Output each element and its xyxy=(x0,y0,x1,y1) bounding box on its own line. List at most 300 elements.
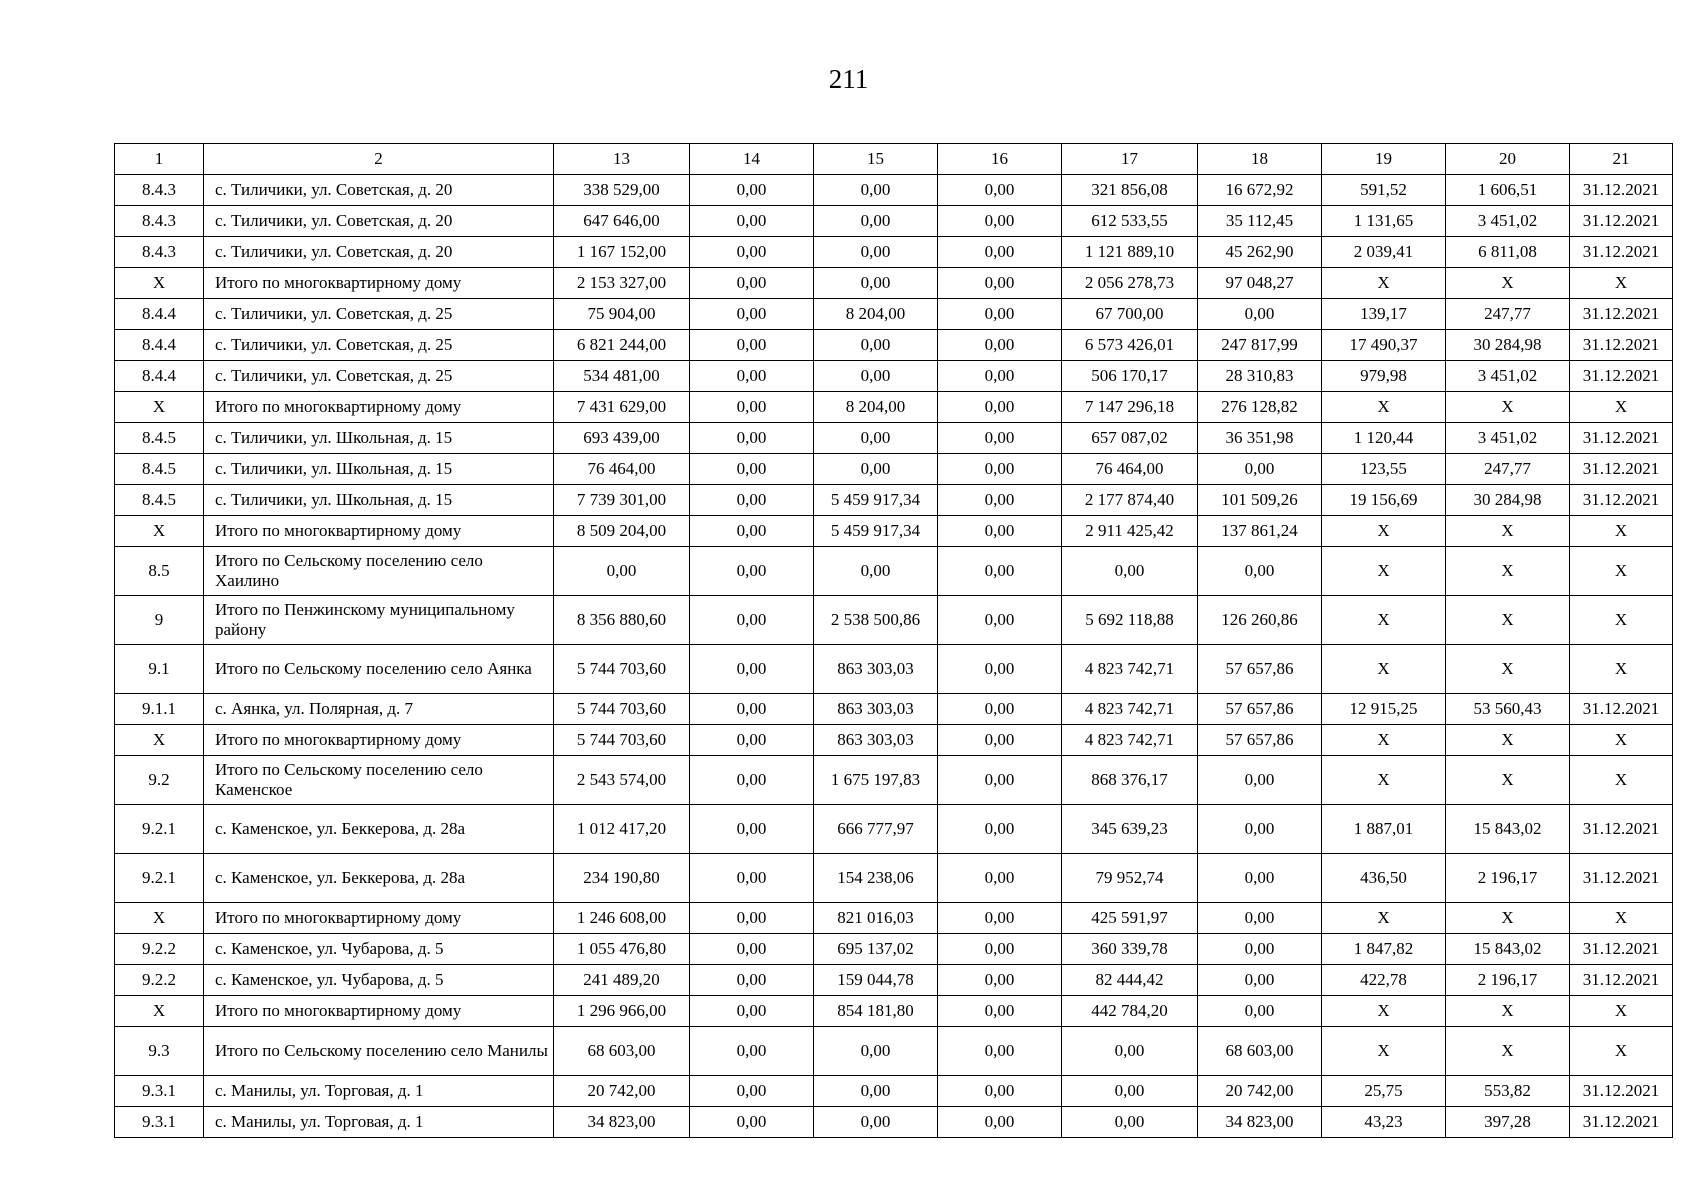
cell-col-14: 0,00 xyxy=(690,454,814,485)
cell-col-21: X xyxy=(1570,516,1673,547)
table-row xyxy=(115,903,1673,934)
cell-col-18: 16 672,92 xyxy=(1198,175,1322,206)
cell-col-14: 0,00 xyxy=(690,299,814,330)
data-table xyxy=(114,143,1673,1138)
cell-col-18: 36 351,98 xyxy=(1198,423,1322,454)
cell-col-21: 31.12.2021 xyxy=(1570,206,1673,237)
cell-col-address: Итого по многоквартирному дому xyxy=(204,903,554,934)
cell-col-19: X xyxy=(1322,1027,1446,1076)
table-row xyxy=(115,1027,1673,1076)
cell-col-18: 0,00 xyxy=(1198,547,1322,596)
cell-col-16: 0,00 xyxy=(938,423,1062,454)
cell-col-18: 34 823,00 xyxy=(1198,1107,1322,1138)
header-cell-col-14: 14 xyxy=(690,144,814,175)
cell-col-20: 397,28 xyxy=(1446,1107,1570,1138)
cell-col-20: X xyxy=(1446,547,1570,596)
cell-col-16: 0,00 xyxy=(938,596,1062,645)
cell-col-17: 0,00 xyxy=(1062,547,1198,596)
cell-col-20: 30 284,98 xyxy=(1446,330,1570,361)
cell-col-13: 20 742,00 xyxy=(554,1076,690,1107)
header-cell-col-21: 21 xyxy=(1570,144,1673,175)
cell-col-address: с. Тиличики, ул. Советская, д. 25 xyxy=(204,330,554,361)
cell-col-14: 0,00 xyxy=(690,516,814,547)
cell-col-19: 43,23 xyxy=(1322,1107,1446,1138)
cell-col-number: X xyxy=(115,516,204,547)
cell-col-18: 276 128,82 xyxy=(1198,392,1322,423)
cell-col-19: 591,52 xyxy=(1322,175,1446,206)
cell-col-18: 126 260,86 xyxy=(1198,596,1322,645)
cell-col-14: 0,00 xyxy=(690,392,814,423)
cell-col-17: 4 823 742,71 xyxy=(1062,694,1198,725)
cell-col-17: 82 444,42 xyxy=(1062,965,1198,996)
cell-col-address: Итого по многоквартирному дому xyxy=(204,725,554,756)
table-row xyxy=(115,206,1673,237)
cell-col-13: 75 904,00 xyxy=(554,299,690,330)
cell-col-21: X xyxy=(1570,547,1673,596)
cell-col-20: 247,77 xyxy=(1446,454,1570,485)
cell-col-address: с. Манилы, ул. Торговая, д. 1 xyxy=(204,1107,554,1138)
table-row xyxy=(115,596,1673,645)
cell-col-address: Итого по Сельскому поселению село Аянка xyxy=(204,645,554,694)
cell-col-16: 0,00 xyxy=(938,299,1062,330)
cell-col-13: 534 481,00 xyxy=(554,361,690,392)
cell-col-20: 3 451,02 xyxy=(1446,206,1570,237)
table-row xyxy=(115,965,1673,996)
cell-col-15: 0,00 xyxy=(814,454,938,485)
cell-col-number: 9.2.1 xyxy=(115,805,204,854)
cell-col-20: 3 451,02 xyxy=(1446,423,1570,454)
cell-col-16: 0,00 xyxy=(938,805,1062,854)
cell-col-address: Итого по многоквартирному дому xyxy=(204,268,554,299)
cell-col-address: с. Каменское, ул. Чубарова, д. 5 xyxy=(204,965,554,996)
cell-col-address: с. Тиличики, ул. Советская, д. 25 xyxy=(204,361,554,392)
cell-col-address: Итого по Пенжинскому муниципальному району xyxy=(204,596,554,645)
cell-col-17: 4 823 742,71 xyxy=(1062,725,1198,756)
cell-col-20: X xyxy=(1446,268,1570,299)
cell-col-16: 0,00 xyxy=(938,996,1062,1027)
cell-col-13: 693 439,00 xyxy=(554,423,690,454)
cell-col-14: 0,00 xyxy=(690,756,814,805)
table-row xyxy=(115,694,1673,725)
cell-col-13: 241 489,20 xyxy=(554,965,690,996)
cell-col-17: 0,00 xyxy=(1062,1107,1198,1138)
cell-col-address: с. Каменское, ул. Беккерова, д. 28а xyxy=(204,854,554,903)
table-row xyxy=(115,645,1673,694)
cell-col-16: 0,00 xyxy=(938,903,1062,934)
cell-col-16: 0,00 xyxy=(938,934,1062,965)
cell-col-number: X xyxy=(115,268,204,299)
table-row xyxy=(115,547,1673,596)
table-row xyxy=(115,805,1673,854)
cell-col-15: 0,00 xyxy=(814,1076,938,1107)
cell-col-16: 0,00 xyxy=(938,694,1062,725)
cell-col-18: 0,00 xyxy=(1198,299,1322,330)
cell-col-20: X xyxy=(1446,392,1570,423)
cell-col-18: 137 861,24 xyxy=(1198,516,1322,547)
table-row xyxy=(115,725,1673,756)
cell-col-15: 854 181,80 xyxy=(814,996,938,1027)
cell-col-20: 247,77 xyxy=(1446,299,1570,330)
cell-col-number: X xyxy=(115,996,204,1027)
cell-col-17: 0,00 xyxy=(1062,1076,1198,1107)
table-row xyxy=(115,299,1673,330)
cell-col-19: 1 120,44 xyxy=(1322,423,1446,454)
cell-col-number: 8.4.5 xyxy=(115,485,204,516)
header-cell-col-17: 17 xyxy=(1062,144,1198,175)
cell-col-14: 0,00 xyxy=(690,361,814,392)
cell-col-address: с. Тиличики, ул. Школьная, д. 15 xyxy=(204,454,554,485)
cell-col-18: 0,00 xyxy=(1198,965,1322,996)
cell-col-18: 57 657,86 xyxy=(1198,645,1322,694)
cell-col-21: X xyxy=(1570,392,1673,423)
cell-col-18: 0,00 xyxy=(1198,805,1322,854)
cell-col-17: 506 170,17 xyxy=(1062,361,1198,392)
cell-col-18: 0,00 xyxy=(1198,903,1322,934)
cell-col-13: 338 529,00 xyxy=(554,175,690,206)
table-row xyxy=(115,330,1673,361)
table-row xyxy=(115,361,1673,392)
cell-col-15: 0,00 xyxy=(814,330,938,361)
cell-col-15: 5 459 917,34 xyxy=(814,516,938,547)
cell-col-number: 8.4.3 xyxy=(115,237,204,268)
cell-col-21: 31.12.2021 xyxy=(1570,361,1673,392)
cell-col-14: 0,00 xyxy=(690,547,814,596)
cell-col-21: 31.12.2021 xyxy=(1570,805,1673,854)
cell-col-17: 67 700,00 xyxy=(1062,299,1198,330)
cell-col-20: X xyxy=(1446,756,1570,805)
cell-col-17: 360 339,78 xyxy=(1062,934,1198,965)
header-cell-col-19: 19 xyxy=(1322,144,1446,175)
cell-col-15: 1 675 197,83 xyxy=(814,756,938,805)
cell-col-19: 422,78 xyxy=(1322,965,1446,996)
cell-col-13: 1 246 608,00 xyxy=(554,903,690,934)
cell-col-number: 8.4.4 xyxy=(115,361,204,392)
header-cell-col-20: 20 xyxy=(1446,144,1570,175)
cell-col-21: 31.12.2021 xyxy=(1570,485,1673,516)
cell-col-18: 0,00 xyxy=(1198,756,1322,805)
cell-col-13: 6 821 244,00 xyxy=(554,330,690,361)
cell-col-address: Итого по многоквартирному дому xyxy=(204,516,554,547)
table-row xyxy=(115,237,1673,268)
cell-col-13: 7 431 629,00 xyxy=(554,392,690,423)
cell-col-21: 31.12.2021 xyxy=(1570,237,1673,268)
cell-col-16: 0,00 xyxy=(938,1027,1062,1076)
cell-col-19: X xyxy=(1322,725,1446,756)
cell-col-19: X xyxy=(1322,903,1446,934)
cell-col-17: 79 952,74 xyxy=(1062,854,1198,903)
cell-col-21: X xyxy=(1570,596,1673,645)
cell-col-13: 234 190,80 xyxy=(554,854,690,903)
cell-col-21: X xyxy=(1570,645,1673,694)
cell-col-16: 0,00 xyxy=(938,268,1062,299)
cell-col-20: X xyxy=(1446,725,1570,756)
cell-col-15: 863 303,03 xyxy=(814,725,938,756)
cell-col-21: 31.12.2021 xyxy=(1570,299,1673,330)
cell-col-16: 0,00 xyxy=(938,645,1062,694)
cell-col-number: 9.2.2 xyxy=(115,965,204,996)
cell-col-number: 9.3.1 xyxy=(115,1076,204,1107)
cell-col-18: 45 262,90 xyxy=(1198,237,1322,268)
cell-col-21: 31.12.2021 xyxy=(1570,175,1673,206)
cell-col-number: 8.4.4 xyxy=(115,299,204,330)
cell-col-21: X xyxy=(1570,756,1673,805)
cell-col-18: 0,00 xyxy=(1198,934,1322,965)
cell-col-15: 0,00 xyxy=(814,206,938,237)
cell-col-number: 9.2.1 xyxy=(115,854,204,903)
cell-col-16: 0,00 xyxy=(938,547,1062,596)
table-row xyxy=(115,516,1673,547)
cell-col-14: 0,00 xyxy=(690,237,814,268)
header-cell-col-16: 16 xyxy=(938,144,1062,175)
header-cell-col-number: 1 xyxy=(115,144,204,175)
cell-col-13: 7 739 301,00 xyxy=(554,485,690,516)
cell-col-19: 19 156,69 xyxy=(1322,485,1446,516)
cell-col-14: 0,00 xyxy=(690,645,814,694)
cell-col-21: X xyxy=(1570,1027,1673,1076)
cell-col-15: 0,00 xyxy=(814,237,938,268)
cell-col-17: 4 823 742,71 xyxy=(1062,645,1198,694)
cell-col-17: 2 911 425,42 xyxy=(1062,516,1198,547)
cell-col-16: 0,00 xyxy=(938,392,1062,423)
cell-col-20: 1 606,51 xyxy=(1446,175,1570,206)
cell-col-13: 1 012 417,20 xyxy=(554,805,690,854)
cell-col-number: X xyxy=(115,392,204,423)
cell-col-13: 5 744 703,60 xyxy=(554,694,690,725)
cell-col-14: 0,00 xyxy=(690,330,814,361)
cell-col-address: с. Тиличики, ул. Советская, д. 20 xyxy=(204,237,554,268)
cell-col-20: 6 811,08 xyxy=(1446,237,1570,268)
cell-col-address: с. Каменское, ул. Чубарова, д. 5 xyxy=(204,934,554,965)
cell-col-number: 9 xyxy=(115,596,204,645)
header-row xyxy=(115,144,1673,175)
cell-col-13: 8 509 204,00 xyxy=(554,516,690,547)
cell-col-19: 1 887,01 xyxy=(1322,805,1446,854)
cell-col-16: 0,00 xyxy=(938,516,1062,547)
cell-col-18: 247 817,99 xyxy=(1198,330,1322,361)
cell-col-14: 0,00 xyxy=(690,934,814,965)
cell-col-15: 154 238,06 xyxy=(814,854,938,903)
cell-col-16: 0,00 xyxy=(938,237,1062,268)
cell-col-number: 8.4.3 xyxy=(115,206,204,237)
cell-col-address: с. Манилы, ул. Торговая, д. 1 xyxy=(204,1076,554,1107)
cell-col-17: 442 784,20 xyxy=(1062,996,1198,1027)
cell-col-18: 20 742,00 xyxy=(1198,1076,1322,1107)
cell-col-21: X xyxy=(1570,996,1673,1027)
cell-col-16: 0,00 xyxy=(938,756,1062,805)
cell-col-19: 1 847,82 xyxy=(1322,934,1446,965)
cell-col-number: 9.1 xyxy=(115,645,204,694)
cell-col-13: 1 167 152,00 xyxy=(554,237,690,268)
cell-col-18: 0,00 xyxy=(1198,996,1322,1027)
cell-col-21: X xyxy=(1570,268,1673,299)
table-row xyxy=(115,485,1673,516)
cell-col-17: 612 533,55 xyxy=(1062,206,1198,237)
cell-col-14: 0,00 xyxy=(690,206,814,237)
cell-col-14: 0,00 xyxy=(690,725,814,756)
cell-col-number: 8.4.4 xyxy=(115,330,204,361)
table-row xyxy=(115,392,1673,423)
cell-col-18: 35 112,45 xyxy=(1198,206,1322,237)
cell-col-16: 0,00 xyxy=(938,485,1062,516)
cell-col-15: 0,00 xyxy=(814,547,938,596)
cell-col-20: 553,82 xyxy=(1446,1076,1570,1107)
page-number: 211 xyxy=(828,64,869,94)
cell-col-14: 0,00 xyxy=(690,1076,814,1107)
cell-col-14: 0,00 xyxy=(690,1027,814,1076)
cell-col-17: 1 121 889,10 xyxy=(1062,237,1198,268)
cell-col-address: с. Тиличики, ул. Школьная, д. 15 xyxy=(204,423,554,454)
cell-col-13: 2 543 574,00 xyxy=(554,756,690,805)
table-row xyxy=(115,423,1673,454)
cell-col-13: 1 296 966,00 xyxy=(554,996,690,1027)
cell-col-address: Итого по Сельскому поселению село Хаилино xyxy=(204,547,554,596)
cell-col-19: X xyxy=(1322,645,1446,694)
table-row xyxy=(115,934,1673,965)
cell-col-17: 425 591,97 xyxy=(1062,903,1198,934)
cell-col-18: 0,00 xyxy=(1198,854,1322,903)
cell-col-15: 863 303,03 xyxy=(814,694,938,725)
cell-col-17: 2 056 278,73 xyxy=(1062,268,1198,299)
cell-col-17: 7 147 296,18 xyxy=(1062,392,1198,423)
cell-col-number: 9.2 xyxy=(115,756,204,805)
cell-col-20: X xyxy=(1446,645,1570,694)
cell-col-14: 0,00 xyxy=(690,1107,814,1138)
cell-col-20: 53 560,43 xyxy=(1446,694,1570,725)
cell-col-20: 2 196,17 xyxy=(1446,965,1570,996)
cell-col-20: X xyxy=(1446,516,1570,547)
header-cell-col-18: 18 xyxy=(1198,144,1322,175)
cell-col-14: 0,00 xyxy=(690,423,814,454)
cell-col-number: 9.2.2 xyxy=(115,934,204,965)
cell-col-21: 31.12.2021 xyxy=(1570,854,1673,903)
cell-col-address: Итого по Сельскому поселению село Манилы xyxy=(204,1027,554,1076)
cell-col-16: 0,00 xyxy=(938,965,1062,996)
cell-col-13: 1 055 476,80 xyxy=(554,934,690,965)
cell-col-16: 0,00 xyxy=(938,1076,1062,1107)
cell-col-21: 31.12.2021 xyxy=(1570,965,1673,996)
cell-col-19: X xyxy=(1322,756,1446,805)
cell-col-21: 31.12.2021 xyxy=(1570,1076,1673,1107)
cell-col-14: 0,00 xyxy=(690,854,814,903)
cell-col-17: 5 692 118,88 xyxy=(1062,596,1198,645)
cell-col-17: 6 573 426,01 xyxy=(1062,330,1198,361)
cell-col-19: 123,55 xyxy=(1322,454,1446,485)
cell-col-21: 31.12.2021 xyxy=(1570,423,1673,454)
cell-col-15: 863 303,03 xyxy=(814,645,938,694)
cell-col-address: с. Каменское, ул. Беккерова, д. 28а xyxy=(204,805,554,854)
cell-col-address: с. Аянка, ул. Полярная, д. 7 xyxy=(204,694,554,725)
table-row xyxy=(115,175,1673,206)
cell-col-13: 8 356 880,60 xyxy=(554,596,690,645)
cell-col-15: 0,00 xyxy=(814,175,938,206)
cell-col-19: X xyxy=(1322,268,1446,299)
cell-col-13: 76 464,00 xyxy=(554,454,690,485)
header-cell-col-13: 13 xyxy=(554,144,690,175)
cell-col-21: X xyxy=(1570,725,1673,756)
table-row xyxy=(115,1076,1673,1107)
cell-col-number: X xyxy=(115,725,204,756)
cell-col-17: 657 087,02 xyxy=(1062,423,1198,454)
cell-col-15: 0,00 xyxy=(814,268,938,299)
cell-col-19: 139,17 xyxy=(1322,299,1446,330)
cell-col-17: 345 639,23 xyxy=(1062,805,1198,854)
cell-col-15: 159 044,78 xyxy=(814,965,938,996)
cell-col-19: 436,50 xyxy=(1322,854,1446,903)
cell-col-14: 0,00 xyxy=(690,485,814,516)
cell-col-address: с. Тиличики, ул. Советская, д. 20 xyxy=(204,206,554,237)
cell-col-15: 8 204,00 xyxy=(814,299,938,330)
cell-col-17: 0,00 xyxy=(1062,1027,1198,1076)
cell-col-19: X xyxy=(1322,996,1446,1027)
cell-col-20: X xyxy=(1446,596,1570,645)
cell-col-15: 666 777,97 xyxy=(814,805,938,854)
cell-col-13: 2 153 327,00 xyxy=(554,268,690,299)
cell-col-16: 0,00 xyxy=(938,454,1062,485)
header-cell-col-15: 15 xyxy=(814,144,938,175)
cell-col-15: 0,00 xyxy=(814,1027,938,1076)
cell-col-18: 97 048,27 xyxy=(1198,268,1322,299)
cell-col-20: X xyxy=(1446,1027,1570,1076)
cell-col-19: X xyxy=(1322,516,1446,547)
cell-col-18: 0,00 xyxy=(1198,454,1322,485)
cell-col-address: Итого по многоквартирному дому xyxy=(204,996,554,1027)
cell-col-17: 321 856,08 xyxy=(1062,175,1198,206)
cell-col-14: 0,00 xyxy=(690,903,814,934)
cell-col-15: 0,00 xyxy=(814,361,938,392)
table-row xyxy=(115,996,1673,1027)
cell-col-14: 0,00 xyxy=(690,996,814,1027)
cell-col-number: 8.5 xyxy=(115,547,204,596)
cell-col-15: 821 016,03 xyxy=(814,903,938,934)
cell-col-19: 25,75 xyxy=(1322,1076,1446,1107)
cell-col-number: X xyxy=(115,903,204,934)
cell-col-16: 0,00 xyxy=(938,854,1062,903)
cell-col-number: 9.1.1 xyxy=(115,694,204,725)
cell-col-address: с. Тиличики, ул. Советская, д. 20 xyxy=(204,175,554,206)
cell-col-address: с. Тиличики, ул. Школьная, д. 15 xyxy=(204,485,554,516)
cell-col-address: Итого по многоквартирному дому xyxy=(204,392,554,423)
cell-col-13: 5 744 703,60 xyxy=(554,725,690,756)
cell-col-20: 2 196,17 xyxy=(1446,854,1570,903)
cell-col-15: 0,00 xyxy=(814,423,938,454)
table-body xyxy=(115,144,1673,1138)
cell-col-19: X xyxy=(1322,392,1446,423)
cell-col-number: 9.3 xyxy=(115,1027,204,1076)
cell-col-20: 30 284,98 xyxy=(1446,485,1570,516)
cell-col-19: X xyxy=(1322,596,1446,645)
cell-col-address: с. Тиличики, ул. Советская, д. 25 xyxy=(204,299,554,330)
table-row xyxy=(115,756,1673,805)
cell-col-15: 2 538 500,86 xyxy=(814,596,938,645)
table-row xyxy=(115,454,1673,485)
cell-col-19: 17 490,37 xyxy=(1322,330,1446,361)
table-row xyxy=(115,854,1673,903)
cell-col-15: 695 137,02 xyxy=(814,934,938,965)
cell-col-13: 5 744 703,60 xyxy=(554,645,690,694)
cell-col-21: 31.12.2021 xyxy=(1570,934,1673,965)
cell-col-20: X xyxy=(1446,903,1570,934)
cell-col-14: 0,00 xyxy=(690,268,814,299)
cell-col-21: 31.12.2021 xyxy=(1570,1107,1673,1138)
cell-col-16: 0,00 xyxy=(938,725,1062,756)
table-row xyxy=(115,1107,1673,1138)
cell-col-14: 0,00 xyxy=(690,965,814,996)
cell-col-21: 31.12.2021 xyxy=(1570,694,1673,725)
cell-col-number: 8.4.3 xyxy=(115,175,204,206)
cell-col-18: 28 310,83 xyxy=(1198,361,1322,392)
cell-col-18: 57 657,86 xyxy=(1198,725,1322,756)
cell-col-16: 0,00 xyxy=(938,361,1062,392)
